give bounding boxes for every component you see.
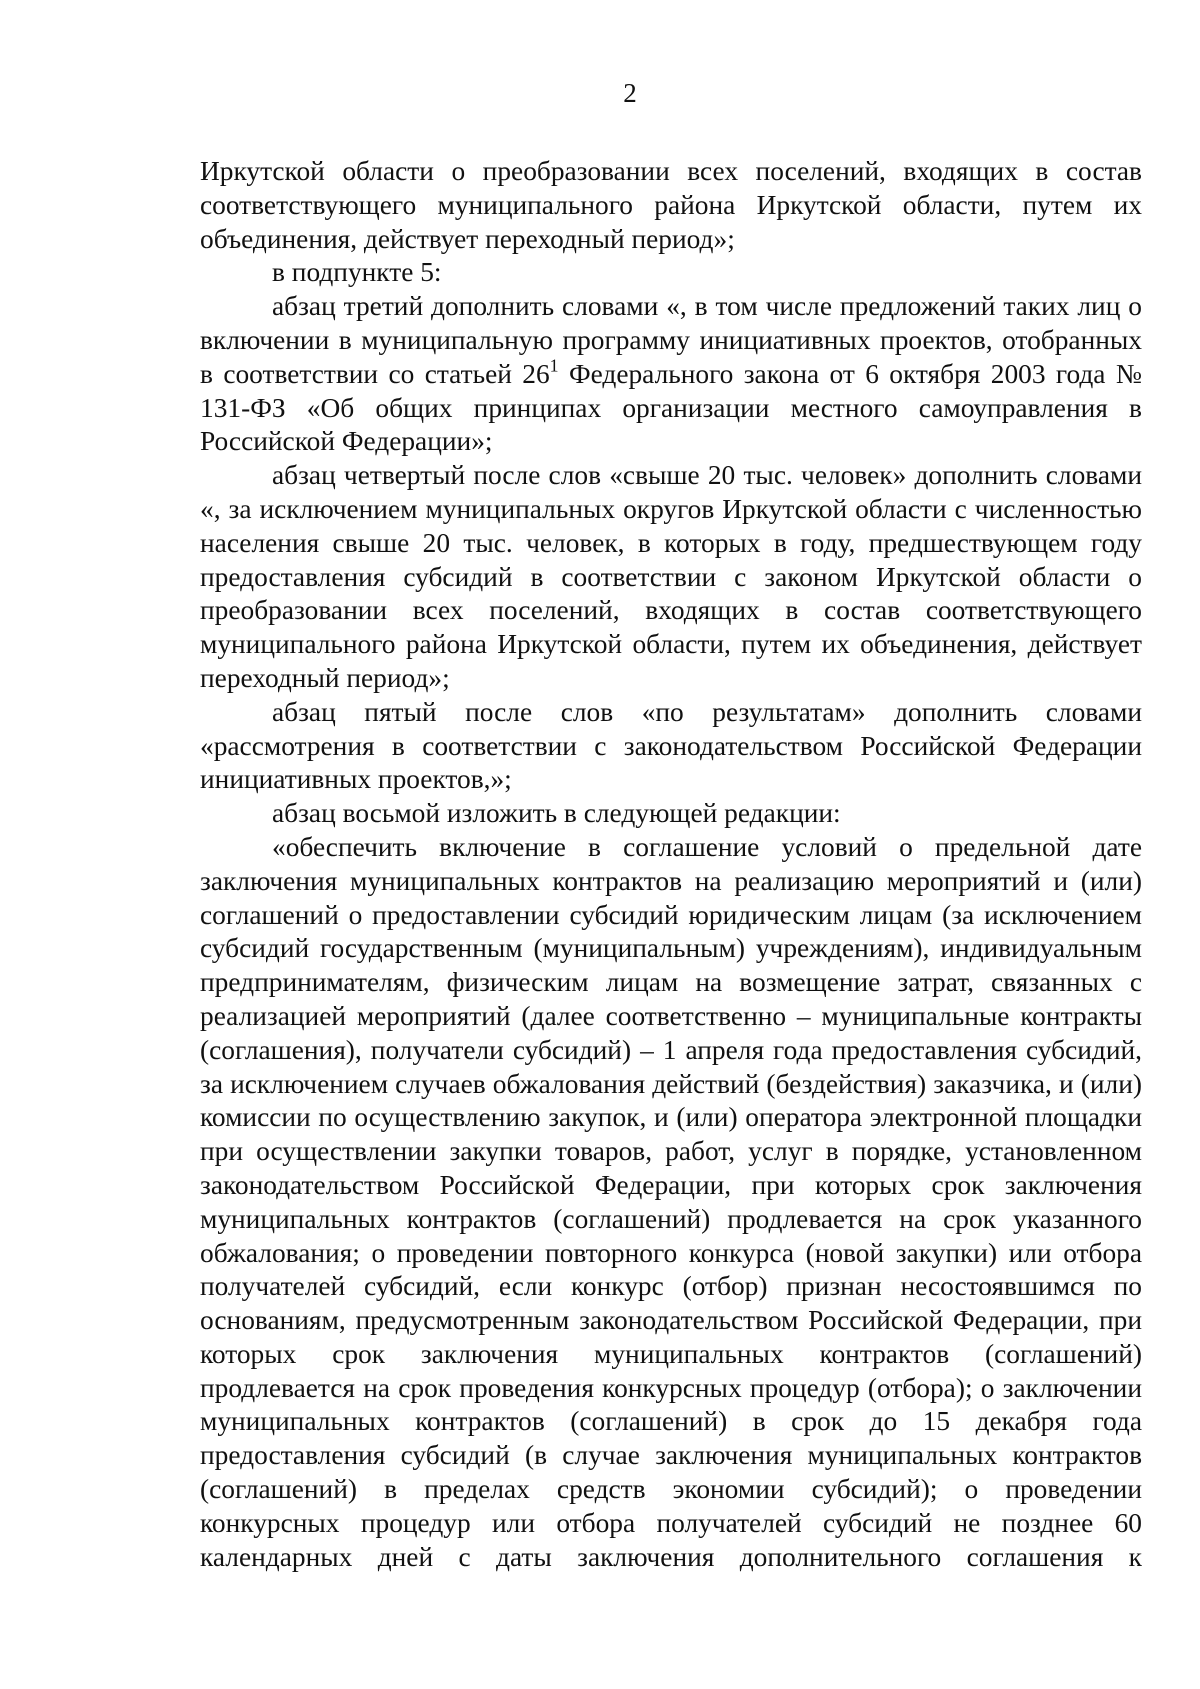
paragraph-new-wording: «обеспечить включение в соглашение условий о предельной дате заключения муниципальных контрактов на реализацию мероприятий и (или) соглашений о предоставлении субсидий юридическим лицам (за исключением субсидий государственным (муниципальным) учреждениям), индивидуальным предпринимателям, физическим лицам на возмещение затрат, связанных с реализацией мероприятий (далее соответственно – муниципальные контракты (соглашения), получатели субсидий) – 1 апреля года предоставления субсидий, за исключением случаев обжалования действий (бездействия) заказчика, и (или) комиссии по осуществлению закупок, и (или) оператора электронной площадки при осуществлении закупки товаров, работ, услуг в порядке, установленном законодательством Российской Федерации, при которых срок заключения муниципальных контрактов (соглашений) продлевается на срок указанного обжалования; о проведении повторного конкурса (новой закупки) или отбора получателей субсидий, если конкурс (отбор) признан несостоявшимся по основаниям, предусмотренным законодательством Российской Федерации, при которых срок заключения муниципальных контрактов (соглашений) продлевается на срок проведения конкурсных процедур (отбора); о заключении муниципальных контрактов (соглашений) в срок до 15 декабря года предоставления субсидий (в случае заключения муниципальных контрактов (соглашений) в пределах средств экономии субсидий); о проведении конкурсных процедур или отбора получателей субсидий не позднее 60 календарных дней с даты заключения дополнительного соглашения к — [200, 831, 1142, 1572]
paragraph-amendment-fourth: абзац четвертый после слов «свыше 20 тыс. человек» дополнить словами «, за исключением муниципальных округов Иркутской области с численностью населения свыше 20 тыс. человек, в которых в году, предшествующем году предоставления субсидий в соответствии с законом Иркутской области о преобразовании всех поселений, входящих в состав соответствующего муниципального района Иркутской области, путем их объединения, действует переходный период»; — [200, 460, 1142, 693]
paragraph-amendment-third — [200, 290, 1142, 459]
paragraph-amendment-eighth-heading: абзац восьмой изложить в следующей редакции: — [272, 798, 841, 829]
document-body — [200, 155, 1142, 1574]
paragraph-continuation: Иркутской области о преобразовании всех поселений, входящих в состав соответствующего муниципального района Иркутской области, путем их объединения, действует переходный период»; — [200, 156, 1142, 254]
paragraph-amendment-fifth: абзац пятый после слов «по результатам» дополнить словами «рассмотрения в соответствии с законодательством Российской Федерации инициативных проектов,»; — [200, 696, 1142, 795]
paragraph-amendment-third-part1: абзац третий дополнить словами «, в том числе предложений таких лиц о включении в муниципальную программу инициативных проектов, отобранных в соответствии со статьей 26 — [200, 291, 1142, 389]
paragraph-subpoint-heading: в подпункте 5: — [272, 257, 442, 288]
paragraph-amendment-third-part2: Федерального закона от 6 октября 2003 года № 131-ФЗ «Об общих принципах организации местного самоуправления в Российской Федерации»; — [200, 358, 1142, 457]
article-superscript: 1 — [549, 355, 559, 376]
page-number: 2 — [623, 78, 637, 108]
